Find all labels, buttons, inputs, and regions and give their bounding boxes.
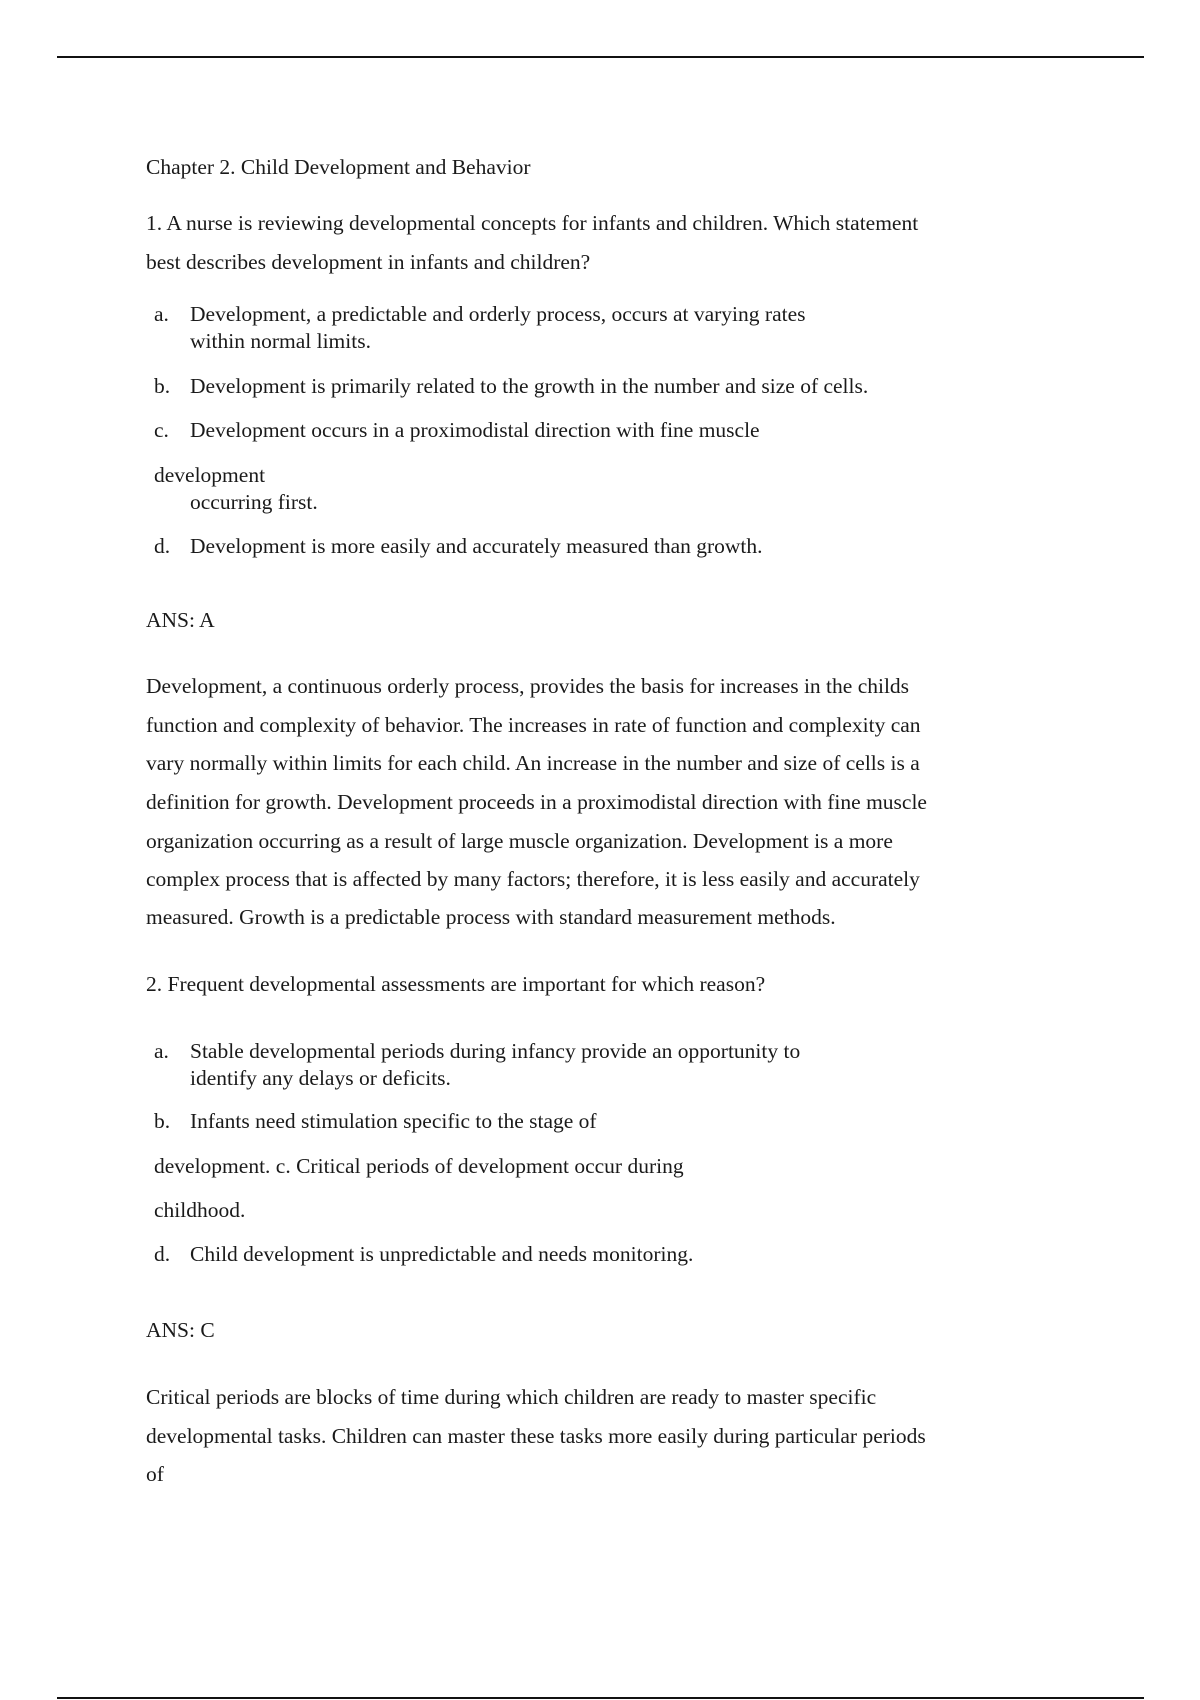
bottom-rule xyxy=(57,1697,1144,1699)
q1-option-a-letter: a. xyxy=(154,302,169,326)
q1-rationale-line-5: organization occurring as a result of large muscle organization. Development is a more xyxy=(146,829,893,853)
chapter-title: Chapter 2. Child Development and Behavior xyxy=(146,155,531,179)
q2-option-d-letter: d. xyxy=(154,1242,171,1266)
q2-answer: ANS: C xyxy=(146,1318,215,1342)
q1-rationale-line-6: complex process that is affected by many factors; therefore, it is less easily and accurately xyxy=(146,867,920,891)
q2-option-b-tail xyxy=(154,1197,245,1224)
q2-option-b-line-3: childhood. xyxy=(154,1198,246,1222)
q1-option-d-letter: d. xyxy=(154,534,171,558)
q2-rationale-line-2: developmental tasks. Children can master these tasks more easily during particular periods xyxy=(146,1424,926,1448)
q2-option-b xyxy=(154,1108,597,1135)
q1-answer: ANS: A xyxy=(146,608,215,632)
q1-option-c-line-2: development xyxy=(154,463,266,487)
q2-option-d-line-1: Child development is unpredictable and needs monitoring. xyxy=(190,1242,694,1266)
q1-option-c xyxy=(154,417,760,444)
q1-rationale-line-2: function and complexity of behavior. The increases in rate of function and complexity can xyxy=(146,713,921,737)
q1-option-c-continued xyxy=(154,462,318,516)
q1-option-c-letter: c. xyxy=(154,418,169,442)
q2-stem: 2. Frequent developmental assessments are important for which reason? xyxy=(146,972,766,996)
q2-option-a-line-1: Stable developmental periods during infancy provide an opportunity to xyxy=(190,1039,801,1063)
q1-stem-line-2: best describes development in infants and children? xyxy=(146,250,591,274)
q1-option-a-line-2: within normal limits. xyxy=(190,329,371,353)
q1-option-c-line-3: occurring first. xyxy=(190,490,318,514)
q1-option-b xyxy=(154,373,868,400)
q1-rationale-line-3: vary normally within limits for each child. An increase in the number and size of cells is a xyxy=(146,751,920,775)
q1-rationale-line-1: Development, a continuous orderly process, provides the basis for increases in the childs xyxy=(146,674,910,698)
q2-option-b-line-1: Infants need stimulation specific to the stage of xyxy=(190,1109,597,1133)
q1-option-b-letter: b. xyxy=(154,374,171,398)
q1-rationale-line-4: definition for growth. Development proceeds in a proximodistal direction with fine muscle xyxy=(146,790,927,814)
q2-option-a-line-2: identify any delays or deficits. xyxy=(190,1066,451,1090)
q1-option-b-line-1: Development is primarily related to the growth in the number and size of cells. xyxy=(190,374,869,398)
q1-option-a-line-1: Development, a predictable and orderly process, occurs at varying rates xyxy=(190,302,806,326)
q2-option-d xyxy=(154,1241,693,1268)
q1-option-c-line-1: Development occurs in a proximodistal direction with fine muscle xyxy=(190,418,760,442)
q2-option-b-letter: b. xyxy=(154,1109,171,1133)
q1-option-a xyxy=(154,301,806,355)
q1-rationale-line-7: measured. Growth is a predictable process with standard measurement methods. xyxy=(146,905,836,929)
q2-option-a xyxy=(154,1038,800,1092)
q2-rationale-line-1: Critical periods are blocks of time during which children are ready to master specific xyxy=(146,1385,877,1409)
q1-option-d-line-1: Development is more easily and accurately measured than growth. xyxy=(190,534,763,558)
q2-option-b-line-2: development. c. Critical periods of development occur during xyxy=(154,1154,684,1178)
q2-option-b-continued xyxy=(154,1153,684,1180)
q1-option-d xyxy=(154,533,763,560)
q1-stem-line-1: 1. A nurse is reviewing developmental concepts for infants and children. Which statement xyxy=(146,211,919,235)
q2-option-a-letter: a. xyxy=(154,1039,169,1063)
top-rule xyxy=(57,56,1144,58)
q2-rationale-line-3: of xyxy=(146,1462,164,1486)
